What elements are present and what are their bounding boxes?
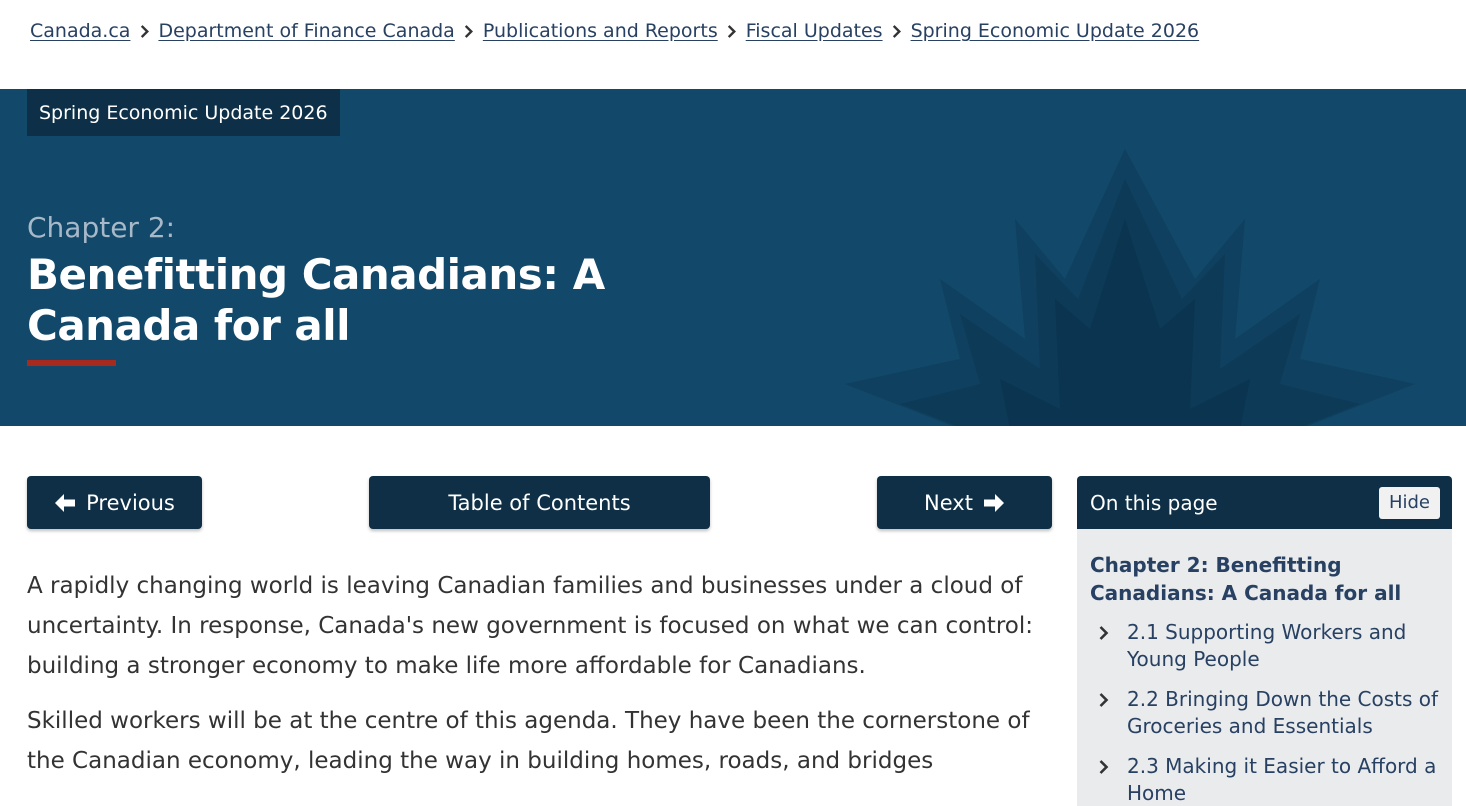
hide-button[interactable]: Hide [1379,487,1440,519]
breadcrumb [30,17,1466,45]
next-button-label: Next [924,490,973,515]
arrow-left-icon [54,493,76,513]
side-item-label: 2.1 Supporting Workers and Young People [1127,620,1407,671]
page-title: Benefitting Canadians: A Canada for all [27,250,605,350]
chevron-right-icon [130,25,158,38]
chevron-right-icon [718,25,746,38]
main-content [27,566,1057,796]
table-of-contents-button[interactable] [369,476,710,529]
side-item-2-2[interactable] [1090,686,1439,740]
side-item-2-3[interactable] [1090,753,1439,806]
table-of-contents-label: Table of Contents [448,490,631,515]
breadcrumb-link-spring-update[interactable]: Spring Economic Update 2026 [910,20,1200,42]
chevron-right-icon [1090,753,1122,778]
side-chapter-link[interactable]: Chapter 2: Benefitting Canadians: A Canada for all [1090,553,1402,605]
breadcrumb-link-fiscal-updates[interactable]: Fiscal Updates [745,20,883,42]
next-button[interactable] [877,476,1052,529]
side-item-2-1[interactable] [1090,619,1439,673]
on-this-page-panel [1077,476,1452,806]
side-item-label: 2.2 Bringing Down the Costs of Groceries and Essentials [1127,687,1439,738]
paragraph: Skilled workers will be at the centre of this agenda. They have been the cornerstone of the Canadian economy, leading the way in building homes, roads, and bridges [27,708,1030,774]
arrow-right-icon [983,493,1005,513]
breadcrumb-link-publications[interactable]: Publications and Reports [482,20,718,42]
previous-button[interactable] [27,476,202,529]
on-this-page-heading: On this page [1090,490,1218,515]
on-this-page-header [1077,476,1452,529]
chevron-right-icon [455,25,483,38]
breadcrumb-link-canada[interactable]: Canada.ca [30,20,131,42]
publication-badge: Spring Economic Update 2026 [27,89,340,136]
hero-banner [0,89,1466,426]
chevron-right-icon [883,25,911,38]
side-item-label: 2.3 Making it Easier to Afford a Home [1127,754,1437,805]
chevron-right-icon [1090,619,1122,644]
paragraph: A rapidly changing world is leaving Canadian families and businesses under a cloud of uncertainty. In response, Canada's new government is focused on what we can control: building a stronger economy to make life more affordable for Canadians. [27,573,1033,679]
on-this-page-list [1077,529,1452,806]
title-accent-rule [27,360,116,366]
chevron-right-icon [1090,686,1122,711]
maple-leaf-icon [840,129,1420,426]
chapter-kicker: Chapter 2: [27,211,176,244]
previous-button-label: Previous [86,490,175,515]
breadcrumb-link-finance[interactable]: Department of Finance Canada [158,20,455,42]
